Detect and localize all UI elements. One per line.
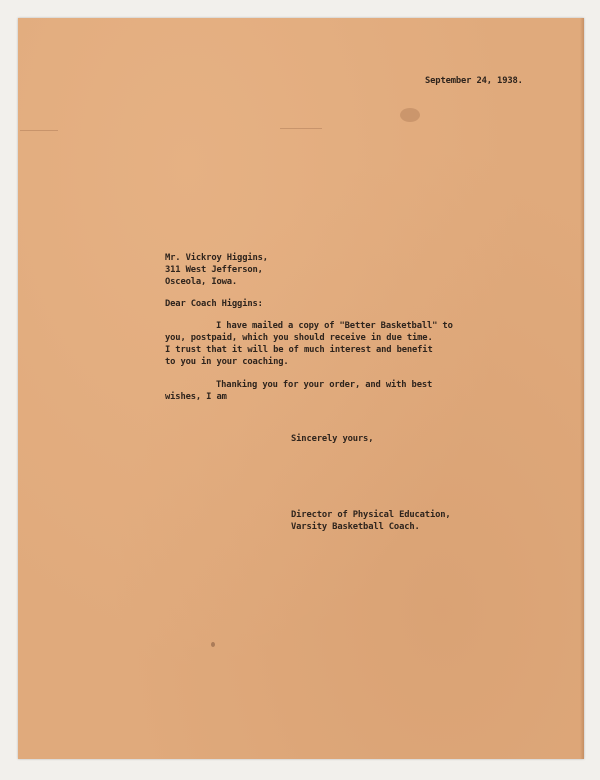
paper-speck xyxy=(211,642,215,647)
faint-mark xyxy=(20,130,58,131)
salutation: Dear Coach Higgins: xyxy=(165,299,263,309)
faint-mark xyxy=(280,128,322,129)
body-paragraph1-line2: you, postpaid, which you should receive in due time. xyxy=(165,333,433,343)
recipient-city: Osceola, Iowa. xyxy=(165,277,238,287)
body-paragraph1-line4: to you in your coaching. xyxy=(165,357,289,367)
letter-date: September 24, 1938. xyxy=(425,76,523,86)
body-paragraph1-line1: I have mailed a copy of "Better Basketball" to xyxy=(216,321,453,331)
body-paragraph2-line1: Thanking you for your order, and with best xyxy=(216,380,433,390)
signature-subtitle: Varsity Basketball Coach. xyxy=(291,522,420,532)
recipient-street: 311 West Jefferson, xyxy=(165,265,263,275)
signature-title: Director of Physical Education, xyxy=(291,510,451,520)
recipient-name: Mr. Vickroy Higgins, xyxy=(165,253,268,263)
complimentary-closing: Sincerely yours, xyxy=(291,434,374,444)
letter-page xyxy=(18,18,584,759)
paper-stain xyxy=(400,108,420,122)
page-edge-shadow xyxy=(580,18,584,759)
body-paragraph2-line2: wishes, I am xyxy=(165,392,227,402)
body-paragraph1-line3: I trust that it will be of much interest and benefit xyxy=(165,345,433,355)
